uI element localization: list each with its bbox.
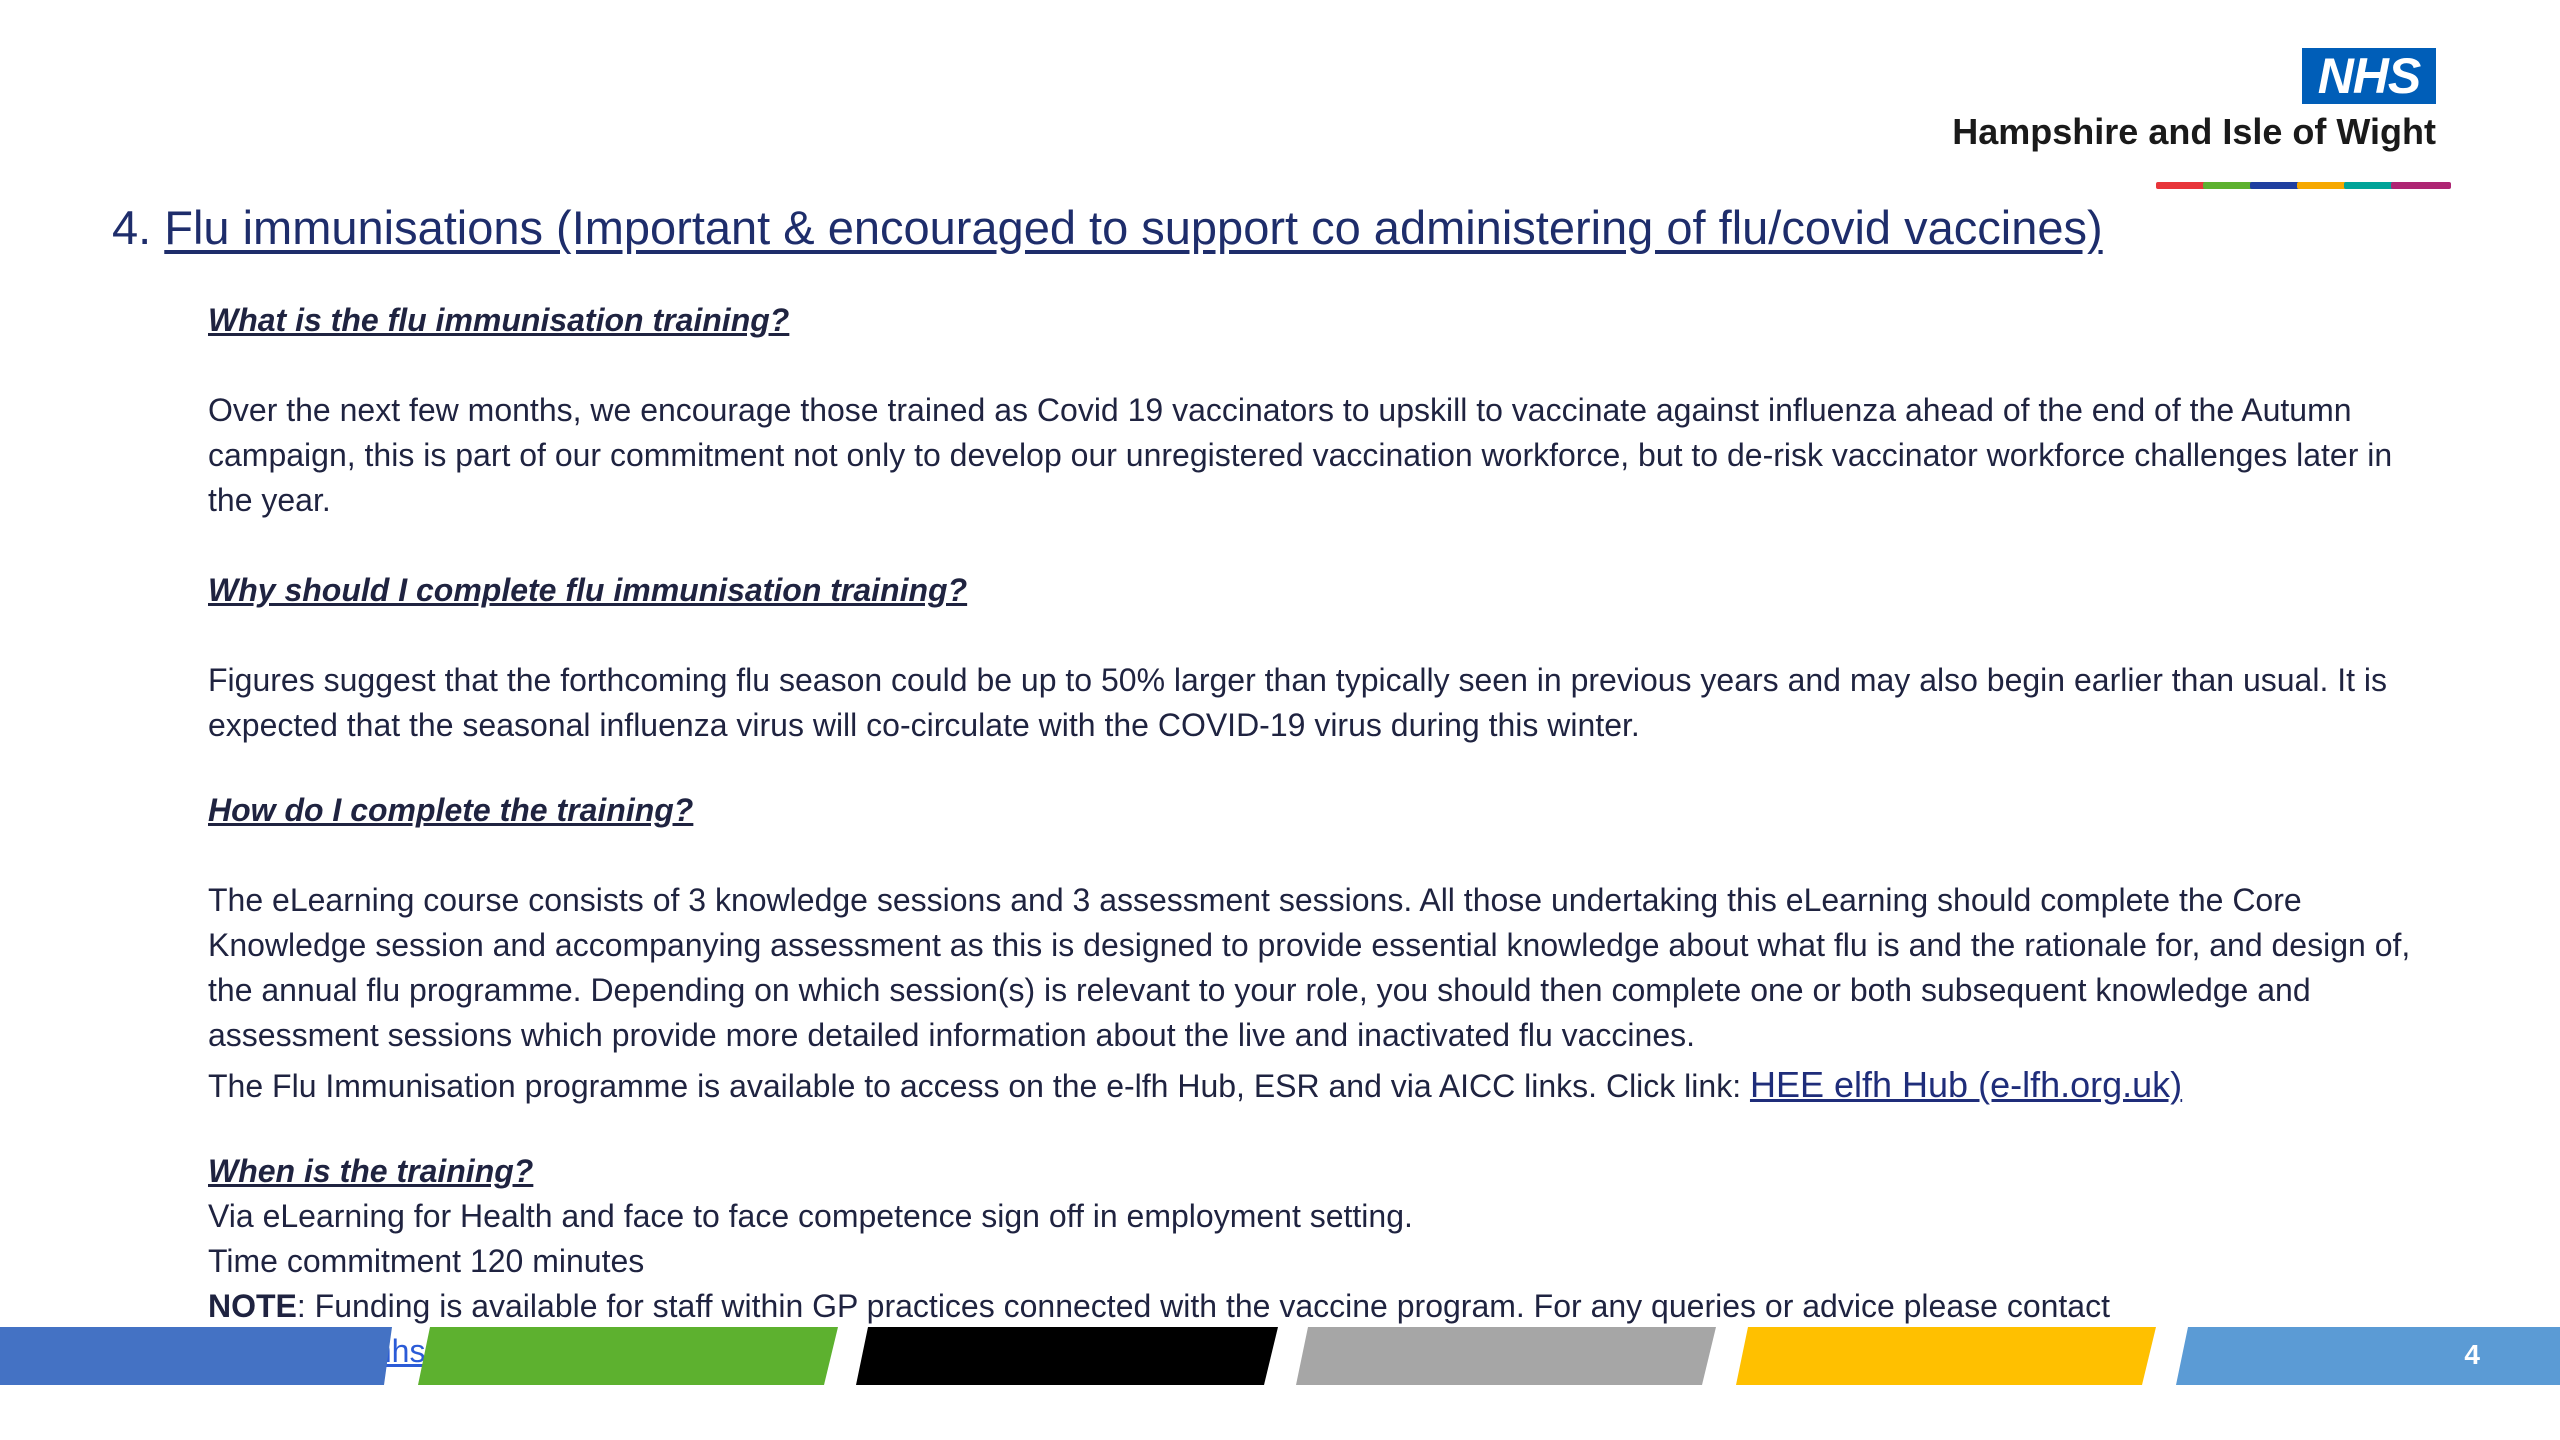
footer-segment-3: [856, 1327, 1278, 1385]
footer-segment-2: [418, 1327, 838, 1385]
footer-segment-4: [1296, 1327, 1716, 1385]
nhs-logo-block: [1836, 48, 2436, 198]
how-heading: How do I complete the training?: [208, 792, 694, 828]
what-heading: What is the flu immunisation training?: [208, 302, 790, 338]
page-title: [112, 200, 2412, 255]
nhs-logo: NHS: [2302, 48, 2436, 104]
slide-content: [208, 298, 2438, 1374]
footer-segment-1: [0, 1327, 392, 1385]
what-body: Over the next few months, we encourage those trained as Covid 19 vaccinators to upskill to vaccinate against influenza ahead of the end of the Autumn campaign, this is part of our commitment not only to develop our unregistered vaccination workforce, but to de-risk vaccinator workforce challenges later in the year.: [208, 392, 2393, 518]
when-heading: When is the training?: [208, 1153, 534, 1189]
footer-bar: [0, 1327, 2560, 1385]
page-number: 4: [2464, 1339, 2480, 1370]
footer-segment-5: [1736, 1327, 2156, 1385]
note-text: : Funding is available for staff within GP practices connected with the vaccine program. For any queries or advice please contact: [296, 1288, 2110, 1324]
access-line: [208, 1062, 2438, 1109]
why-body: Figures suggest that the forthcoming flu season could be up to 50% larger than typically seen in previous years and may also begin earlier than usual. It is expected that the seasonal influenza virus will co-circulate with the COVID-19 virus during this winter.: [208, 662, 2388, 743]
title-text: Flu immunisations (Important & encouraged to support co administering of flu/covid vaccines): [164, 201, 2103, 254]
title-number: 4.: [112, 201, 152, 254]
when-line-1: Via eLearning for Health and face to face competence sign off in employment setting.: [208, 1198, 1413, 1234]
when-line-2: Time commitment 120 minutes: [208, 1243, 645, 1279]
access-text: The Flu Immunisation programme is available to access on the e-lfh Hub, ESR and via AICC links. Click link:: [208, 1068, 1750, 1104]
footer-segment-6: [2176, 1327, 2560, 1385]
organisation-name: Hampshire and Isle of Wight: [1952, 111, 2436, 152]
elfh-hub-link[interactable]: HEE elfh Hub (e-lfh.org.uk): [1749, 1064, 2183, 1105]
how-body: The eLearning course consists of 3 knowledge sessions and 3 assessment sessions. All those undertaking this eLearning should complete the Core Knowledge session and accompanying assessment as this is designed to provide essential knowledge about what flu is and the rationale for, and design of, the annual flu programme. Depending on which session(s) is relevant to your role, you should then complete one or both subsequent knowledge and assessment sessions which provide more detailed information about the live and inactivated flu vaccines.: [208, 882, 2411, 1053]
why-heading: Why should I complete flu immunisation training?: [208, 572, 968, 608]
logo-stripe-6: [2391, 182, 2451, 189]
note-label: NOTE: [208, 1288, 297, 1324]
